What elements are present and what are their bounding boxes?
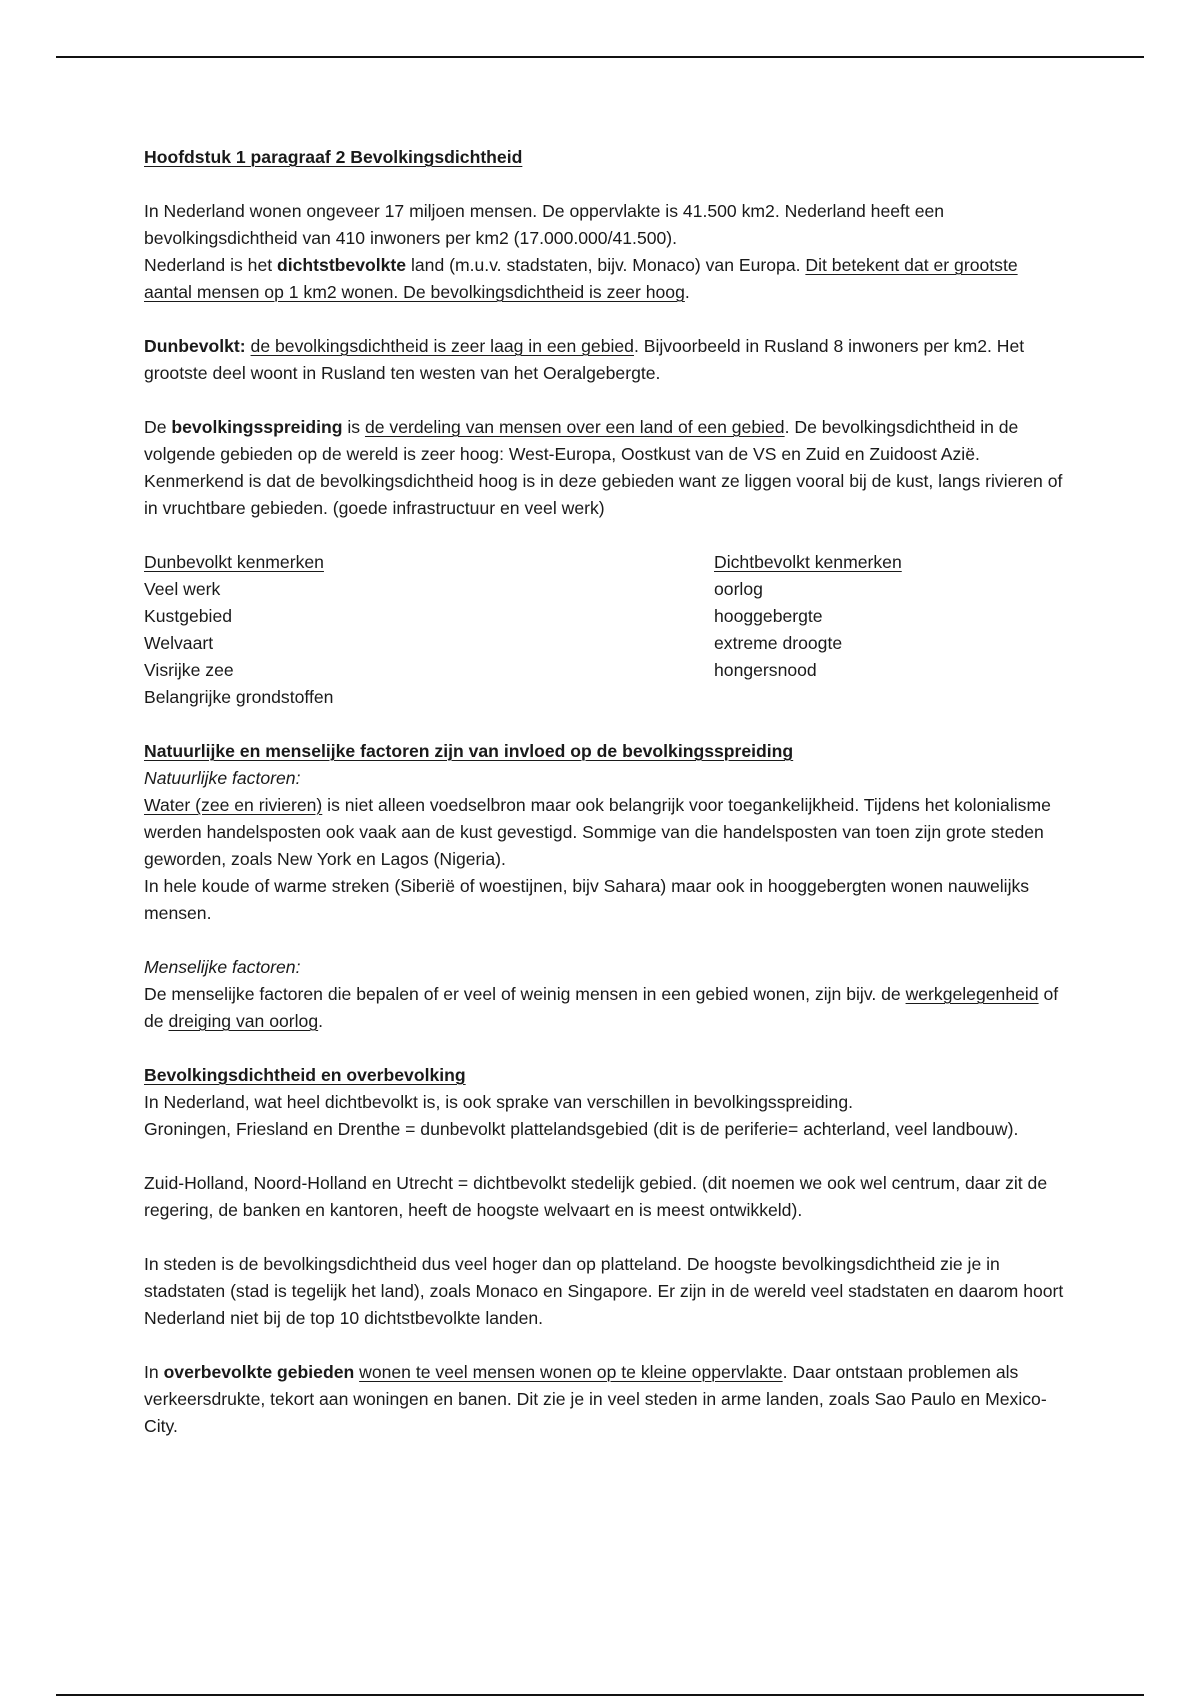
paragraph-dunbevolkt: Dunbevolkt: de bevolkingsdichtheid is zeer laag in een gebied. Bijvoorbeeld in Rusland 8 inwoners per km2. Het grootste deel woont in Rusland ten westen van het Oeralgebergte. [144, 336, 1025, 383]
list-item: Veel werk [144, 579, 221, 599]
paragraph-bevolkingsspreiding: De bevolkingsspreiding is de verdeling van mensen over een land of een gebied. De bevolkingsdichtheid in de volgende gebieden op de wereld is zeer hoog: West-Europa, Oostkust van de VS en Zuid en Zuidoost Azië. Kenmerkend is dat de bevolkingsdichtheid hoog is in deze gebieden want ze liggen vooral bij de kust, langs rivieren of in vruchtbare gebieden. (goede infrastructuur en veel werk) [144, 417, 1063, 518]
footer-rule [56, 1694, 1144, 1696]
factors-heading: Natuurlijke en menselijke factoren zijn van invloed op de bevolkingsspreiding [144, 741, 794, 761]
paragraph-stadstaten: In steden is de bevolkingsdichtheid dus veel hoger dan op platteland. De hoogste bevolkingsdichtheid zie je in stadstaten (stad is tegelijk het land), zoals Monaco en Singapore. Er zijn in de wereld veel stadstaten en daarom hoort Nederland niet bij de top 10 dichtstbevolkte landen. [144, 1254, 1064, 1328]
list-item: Welvaart [144, 633, 214, 653]
dichtbevolkt-header: Dichtbevolkt kenmerken [714, 552, 902, 572]
dunbevolkt-column [144, 549, 714, 711]
list-item: oorlog [714, 579, 763, 599]
page-title: Hoofdstuk 1 paragraaf 2 Bevolkingsdichtheid [144, 147, 523, 167]
paragraph-spreiding-nl: In Nederland, wat heel dichtbevolkt is, is ook sprake van verschillen in bevolkingsspreiding. Groningen, Friesland en Drenthe = dunbevolkt plattelandsgebied (dit is de periferie= achterland, veel landbouw). [144, 1092, 1019, 1139]
document-body [144, 144, 1064, 1440]
dichtbevolkt-column [714, 549, 1064, 711]
characteristics-columns [144, 549, 1064, 711]
paragraph-netherlands: In Nederland wonen ongeveer 17 miljoen mensen. De oppervlakte is 41.500 km2. Nederland heeft een bevolkingsdichtheid van 410 inwoners per km2 (17.000.000/41.500). Nederland is het dichtstbevolkte land (m.u.v. stadstaten, bijv. Monaco) van Europa. Dit betekent dat er grootste aantal mensen op 1 km2 wonen. De bevolkingsdichtheid is zeer hoog. [144, 201, 1018, 302]
list-item: Belangrijke grondstoffen [144, 687, 334, 707]
list-item: extreme droogte [714, 633, 843, 653]
natural-factors-label: Natuurlijke factoren: [144, 768, 301, 788]
list-item: hongersnood [714, 660, 817, 680]
list-item: Kustgebied [144, 606, 233, 626]
paragraph-human-factors: De menselijke factoren die bepalen of er veel of weinig mensen in een gebied wonen, zijn bijv. de werkgelegenheid of de dreiging van oorlog. [144, 984, 1059, 1031]
list-item: hooggebergte [714, 606, 823, 626]
dunbevolkt-header: Dunbevolkt kenmerken [144, 552, 324, 572]
header-rule [56, 56, 1144, 58]
paragraph-randstad: Zuid-Holland, Noord-Holland en Utrecht = dichtbevolkt stedelijk gebied. (dit noemen we ook wel centrum, daar zit de regering, de banken en kantoren, heeft de hoogste welvaart en is meest ontwikkeld). [144, 1173, 1048, 1220]
paragraph-overbevolkt: In overbevolkte gebieden wonen te veel mensen wonen op te kleine oppervlakte. Daar ontstaan problemen als verkeersdrukte, tekort aan woningen en banen. Dit zie je in veel steden in arme landen, zoals Sao Paulo en Mexico-City. [144, 1362, 1047, 1436]
human-factors-label: Menselijke factoren: [144, 957, 301, 977]
paragraph-natural-factors: Water (zee en rivieren) is niet alleen voedselbron maar ook belangrijk voor toegankelijkheid. Tijdens het kolonialisme werden handelsposten ook vaak aan de kust gevestigd. Sommige van die handelsposten van toen zijn grote steden geworden, zoals New York en Lagos (Nigeria). In hele koude of warme streken (Siberië of woestijnen, bijv Sahara) maar ook in hooggebergten wonen nauwelijks mensen. [144, 795, 1051, 923]
overpopulation-heading: Bevolkingsdichtheid en overbevolking [144, 1065, 466, 1085]
list-item: Visrijke zee [144, 660, 234, 680]
